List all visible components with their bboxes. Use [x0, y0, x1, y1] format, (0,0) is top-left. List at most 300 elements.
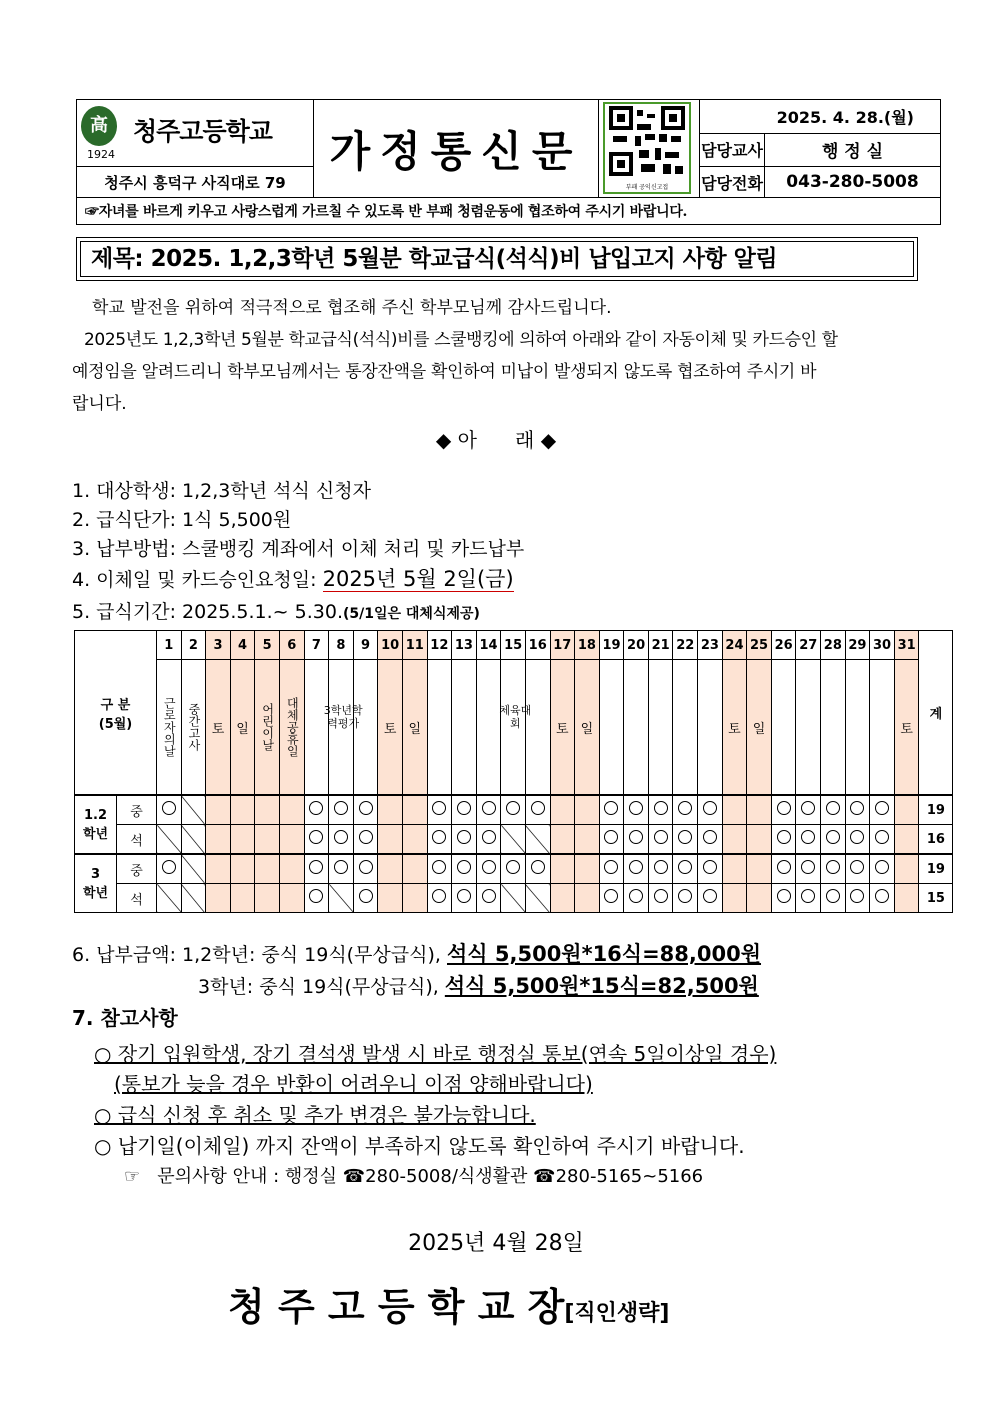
day-note: 토 [378, 660, 403, 796]
meal-cell [206, 854, 231, 884]
principal-name: 청 주 고 등 학 교 장 [228, 1285, 565, 1329]
total-label: 계 [919, 631, 953, 796]
meal-type: 석 [117, 884, 157, 913]
meal-cell [378, 854, 403, 884]
meal-cell [452, 884, 477, 913]
meal-type: 중 [117, 795, 157, 825]
meal-type: 석 [117, 825, 157, 855]
meal-cell [673, 884, 698, 913]
meal-period-note: (5/1일은 대체식제공) [342, 606, 480, 622]
transfer-date-label: 4. 이체일 및 카드승인요청일: [72, 569, 323, 591]
meal-cell [599, 825, 624, 855]
table-row [75, 854, 953, 884]
served-mark [531, 801, 545, 815]
served-mark [629, 889, 643, 903]
body-paragraph-1: 학교 발전을 위하여 적극적으로 협조해 주신 학부모님께 감사드립니다. [92, 298, 612, 318]
day-number: 30 [870, 631, 895, 660]
meal-cell [673, 854, 698, 884]
served-mark [850, 889, 864, 903]
body-paragraph-2b: 예정임을 알려드리니 학부모님께서는 통장잔액을 확인하여 미납이 발생되지 않도록 협조하여 주시기 바 [72, 362, 817, 382]
meal-cell [329, 884, 354, 913]
served-mark [629, 801, 643, 815]
day-note [499, 660, 532, 796]
served-mark [678, 889, 692, 903]
served-mark [777, 801, 791, 815]
served-mark [506, 860, 520, 874]
day-number: 3 [206, 631, 231, 660]
served-mark [777, 889, 791, 903]
day-note [673, 660, 698, 796]
served-mark [457, 889, 471, 903]
teacher-label: 담당교사 [700, 133, 765, 167]
body-paragraph-2c: 랍니다. [72, 394, 127, 414]
meal-period-label: 5. 급식기간: 2025.5.1.~ 5.30. [72, 601, 343, 623]
day-note: 토 [550, 660, 575, 796]
day-number: 16 [525, 631, 550, 660]
served-mark [826, 889, 840, 903]
served-mark [604, 830, 618, 844]
meal-cell [771, 854, 796, 884]
served-mark [629, 830, 643, 844]
meal-cell [378, 825, 403, 855]
served-mark [801, 860, 815, 874]
served-mark [703, 860, 717, 874]
served-mark [309, 801, 323, 815]
served-mark [432, 889, 446, 903]
meal-cell [279, 825, 304, 855]
day-note [821, 660, 846, 796]
meal-cell [599, 854, 624, 884]
meal-cell [673, 825, 698, 855]
day-note [648, 660, 673, 796]
meal-cell [673, 795, 698, 825]
meal-cell [821, 884, 846, 913]
meal-cell [255, 825, 280, 855]
served-mark [457, 801, 471, 815]
day-note-text: 중간고사 [186, 703, 201, 751]
meal-cell [575, 825, 600, 855]
item-transfer-date [72, 563, 514, 593]
item-target-students: 1. 대상학생: 1,2,3학년 석식 신청자 [72, 480, 371, 502]
meal-cell [648, 854, 673, 884]
meal-cell [747, 884, 772, 913]
meal-cell [698, 854, 723, 884]
meal-cell [550, 795, 575, 825]
meal-cell [157, 795, 182, 825]
meal-cell [845, 795, 870, 825]
meal-cell [771, 825, 796, 855]
body-paragraph-2a: 2025년도 1,2,3학년 5월분 학교급식(석식)비를 스쿨뱅킹에 의하여 아래와 같이 자동이체 및 카드승인 할 [84, 330, 838, 350]
day-number: 4 [230, 631, 255, 660]
header-table [76, 99, 941, 225]
item-unit-price: 2. 급식단가: 1식 5,500원 [72, 509, 292, 531]
served-mark [654, 830, 668, 844]
meal-cell [870, 825, 895, 855]
day-number: 17 [550, 631, 575, 660]
day-note [796, 660, 821, 796]
meal-cell [501, 854, 526, 884]
meal-cell [624, 825, 649, 855]
school-address: 청주시 흥덕구 사직대로 79 [77, 167, 314, 198]
meal-cell [255, 854, 280, 884]
served-mark [801, 801, 815, 815]
day-note [181, 660, 206, 796]
meal-cell [402, 854, 427, 884]
day-number: 23 [698, 631, 723, 660]
served-mark [850, 830, 864, 844]
served-mark [826, 830, 840, 844]
phone-value: 043-280-5008 [765, 167, 941, 198]
meal-cell [747, 825, 772, 855]
meal-cell [427, 854, 452, 884]
day-number: 29 [845, 631, 870, 660]
school-logo [81, 106, 117, 146]
day-note [698, 660, 723, 796]
note-1b: (통보가 늦을 경우 반환이 어려우니 이점 양해바랍니다) [114, 1072, 593, 1096]
meal-cell [378, 884, 403, 913]
meal-cell [525, 795, 550, 825]
meal-cell [230, 854, 255, 884]
served-mark [359, 889, 373, 903]
qr-code[interactable] [603, 102, 691, 194]
served-mark [654, 801, 668, 815]
meal-cell [796, 884, 821, 913]
table-row [75, 884, 953, 913]
day-note-text: 근로자의날 [162, 697, 177, 757]
day-number: 24 [722, 631, 747, 660]
day-number: 26 [771, 631, 796, 660]
day-note [157, 660, 182, 796]
meal-cell [894, 825, 919, 855]
meal-cell [821, 825, 846, 855]
meal-cell [157, 825, 182, 855]
day-number: 18 [575, 631, 600, 660]
meal-cell [279, 884, 304, 913]
day-number: 8 [329, 631, 354, 660]
payment-amount-12: 석식 5,500원*16식=88,000원 [447, 942, 762, 966]
meal-cell [452, 825, 477, 855]
served-mark [703, 889, 717, 903]
grade-label: 3 학년 [75, 854, 117, 913]
served-mark [654, 860, 668, 874]
meal-type: 중 [117, 854, 157, 884]
day-note-text: 대체공휴일 [285, 697, 300, 757]
row-total: 19 [919, 795, 953, 825]
phone-label: 담당전화 [700, 167, 765, 198]
meal-cell [230, 795, 255, 825]
day-number: 15 [501, 631, 526, 660]
meal-cell [698, 795, 723, 825]
day-note: 토 [206, 660, 231, 796]
day-note [452, 660, 477, 796]
meal-cell [550, 854, 575, 884]
meal-cell [427, 825, 452, 855]
meal-cell [206, 795, 231, 825]
day-number: 28 [821, 631, 846, 660]
served-mark [826, 860, 840, 874]
day-number: 5 [255, 631, 280, 660]
day-number: 31 [894, 631, 919, 660]
table-row [75, 825, 953, 855]
meal-cell [353, 825, 378, 855]
served-mark [678, 830, 692, 844]
meal-cell [230, 884, 255, 913]
meal-cell [353, 795, 378, 825]
served-mark [850, 860, 864, 874]
meal-cell [501, 825, 526, 855]
day-number: 10 [378, 631, 403, 660]
served-mark [604, 860, 618, 874]
meal-cell [870, 795, 895, 825]
meal-cell [304, 795, 329, 825]
slogan: ☞자녀를 바르게 키우고 사랑스럽게 가르칠 수 있도록 반 부패 청렴운동에 협조하여 주시기 바랍니다. [77, 198, 941, 225]
day-note: 토 [722, 660, 747, 796]
school-cell [77, 100, 314, 167]
founded-year: 1924 [87, 148, 115, 161]
served-mark [309, 860, 323, 874]
served-mark [162, 801, 176, 815]
meal-cell [624, 854, 649, 884]
meal-cell [255, 884, 280, 913]
day-note-text: 어린이날 [260, 703, 275, 751]
meal-cell [575, 884, 600, 913]
served-mark [604, 889, 618, 903]
meal-cell [452, 795, 477, 825]
day-note-text: 3학년학력평가 [323, 704, 363, 730]
meal-cell [550, 884, 575, 913]
meal-cell [427, 884, 452, 913]
subject-title: 제목: 2025. 1,2,3학년 5월분 학교급식(석식)비 납입고지 사항 알림 [80, 241, 914, 277]
served-mark [604, 801, 618, 815]
served-mark [482, 860, 496, 874]
served-mark [482, 801, 496, 815]
meal-calendar [74, 630, 953, 913]
served-mark [309, 889, 323, 903]
meal-cell [870, 884, 895, 913]
meal-cell [722, 825, 747, 855]
below-heading: ◆ 아 래 ◆ [435, 428, 557, 452]
meal-cell [845, 884, 870, 913]
meal-cell [648, 825, 673, 855]
meal-cell [230, 825, 255, 855]
served-mark [432, 801, 446, 815]
meal-cell [722, 884, 747, 913]
served-mark [777, 830, 791, 844]
day-note [427, 660, 452, 796]
row-total: 15 [919, 884, 953, 913]
day-number: 12 [427, 631, 452, 660]
meal-cell [476, 795, 501, 825]
meal-cell [157, 884, 182, 913]
served-mark [359, 830, 373, 844]
day-number: 6 [279, 631, 304, 660]
served-mark [309, 830, 323, 844]
meal-cell [771, 884, 796, 913]
served-mark [801, 830, 815, 844]
meal-cell [722, 854, 747, 884]
item-meal-period [72, 597, 480, 624]
principal-line [228, 1276, 669, 1331]
meal-cell [353, 884, 378, 913]
calendar-header-label: 구 분 (5월) [75, 631, 157, 796]
row-total: 19 [919, 854, 953, 884]
meal-cell [648, 795, 673, 825]
day-note [870, 660, 895, 796]
meal-cell [476, 884, 501, 913]
day-number: 1 [157, 631, 182, 660]
note-3: ○ 납기일(이체일) 까지 잔액이 부족하지 않도록 확인하여 주시기 바랍니다. [94, 1134, 745, 1158]
day-number: 27 [796, 631, 821, 660]
meal-cell [402, 825, 427, 855]
day-number: 25 [747, 631, 772, 660]
payment-amount-3: 석식 5,500원*15식=82,500원 [444, 974, 759, 998]
meal-cell [624, 795, 649, 825]
day-number: 13 [452, 631, 477, 660]
payment-line-2 [198, 970, 759, 1000]
qr-icon [605, 104, 689, 178]
meal-cell [255, 795, 280, 825]
meal-cell [575, 854, 600, 884]
meal-cell [402, 795, 427, 825]
served-mark [162, 860, 176, 874]
day-note [255, 660, 280, 796]
notice-date: 2025. 4. 28.(월) [700, 100, 941, 134]
meal-cell [402, 884, 427, 913]
meal-cell [698, 884, 723, 913]
meal-cell [329, 854, 354, 884]
meal-cell [722, 795, 747, 825]
day-note [624, 660, 649, 796]
served-mark [506, 801, 520, 815]
transfer-date-value: 2025년 5월 2일(금) [322, 567, 514, 591]
day-note: 일 [230, 660, 255, 796]
logo-text: 高 [90, 115, 108, 136]
meal-cell [181, 884, 206, 913]
meal-cell [771, 795, 796, 825]
day-number: 7 [304, 631, 329, 660]
meal-cell [329, 825, 354, 855]
day-number: 19 [599, 631, 624, 660]
page-title: 가정통신문 [314, 100, 599, 198]
served-mark [457, 830, 471, 844]
served-mark [875, 830, 889, 844]
served-mark [777, 860, 791, 874]
served-mark [678, 860, 692, 874]
day-number: 11 [402, 631, 427, 660]
table-row [75, 795, 953, 825]
note-1: ○ 장기 입원학생, 장기 결석생 발생 시 바로 행정실 통보(연속 5일이상일 경우) [94, 1042, 777, 1066]
day-number: 14 [476, 631, 501, 660]
meal-cell [624, 884, 649, 913]
day-number: 20 [624, 631, 649, 660]
seal-note: [직인생략] [564, 1301, 670, 1326]
day-number: 9 [353, 631, 378, 660]
meal-cell [304, 884, 329, 913]
note-2-wrap [94, 1099, 536, 1128]
day-note: 토 [894, 660, 919, 796]
meal-cell [599, 795, 624, 825]
meal-cell [894, 795, 919, 825]
day-note: 일 [402, 660, 427, 796]
payment-label-3: 3학년: 중식 19식(무상급식), [198, 976, 445, 998]
qr-cell [599, 100, 700, 198]
meal-cell [206, 825, 231, 855]
meal-cell [378, 795, 403, 825]
meal-cell [796, 854, 821, 884]
served-mark [432, 830, 446, 844]
meal-cell [427, 795, 452, 825]
meal-cell [821, 854, 846, 884]
meal-cell [279, 854, 304, 884]
meal-cell [575, 795, 600, 825]
meal-cell [599, 884, 624, 913]
meal-cell [157, 854, 182, 884]
day-number: 22 [673, 631, 698, 660]
served-mark [482, 889, 496, 903]
teacher-value: 행 정 실 [765, 133, 941, 167]
day-number: 2 [181, 631, 206, 660]
meal-cell [894, 854, 919, 884]
meal-cell [845, 825, 870, 855]
meal-cell [304, 854, 329, 884]
meal-cell [796, 795, 821, 825]
served-mark [531, 860, 545, 874]
note-2: ○ 급식 신청 후 취소 및 추가 변경은 불가능합니다. [94, 1103, 536, 1127]
served-mark [359, 801, 373, 815]
served-mark [359, 860, 373, 874]
qr-caption: 부패 공익신고접 [625, 184, 669, 191]
served-mark [334, 830, 348, 844]
day-note [599, 660, 624, 796]
day-note: 일 [575, 660, 600, 796]
meal-cell [525, 825, 550, 855]
meal-cell [206, 884, 231, 913]
day-number: 21 [648, 631, 673, 660]
meal-cell [648, 884, 673, 913]
served-mark [875, 801, 889, 815]
subject-box [76, 237, 918, 281]
served-mark [432, 860, 446, 874]
notes-title: 7. 참고사항 [72, 1006, 178, 1030]
meal-cell [501, 795, 526, 825]
payment-label: 6. 납부금액: 1,2학년: 중식 19식(무상급식), [72, 944, 447, 966]
served-mark [334, 801, 348, 815]
school-name: 청주고등학교 [133, 117, 272, 146]
meal-cell [181, 825, 206, 855]
row-total: 16 [919, 825, 953, 855]
served-mark [850, 801, 864, 815]
served-mark [826, 801, 840, 815]
served-mark [629, 860, 643, 874]
meal-cell [870, 854, 895, 884]
served-mark [875, 889, 889, 903]
footer-date: 2025년 4월 28일 [408, 1231, 584, 1256]
day-note: 일 [747, 660, 772, 796]
meal-cell [525, 884, 550, 913]
meal-cell [476, 854, 501, 884]
item-payment-method: 3. 납부방법: 스쿨뱅킹 계좌에서 이체 처리 및 카드납부 [72, 538, 525, 560]
meal-cell [796, 825, 821, 855]
served-mark [678, 801, 692, 815]
meal-cell [329, 795, 354, 825]
meal-cell [821, 795, 846, 825]
served-mark [801, 889, 815, 903]
day-note [279, 660, 304, 796]
grade-label: 1.2 학년 [75, 795, 117, 854]
served-mark [334, 860, 348, 874]
meal-cell [894, 884, 919, 913]
day-note [323, 660, 363, 796]
